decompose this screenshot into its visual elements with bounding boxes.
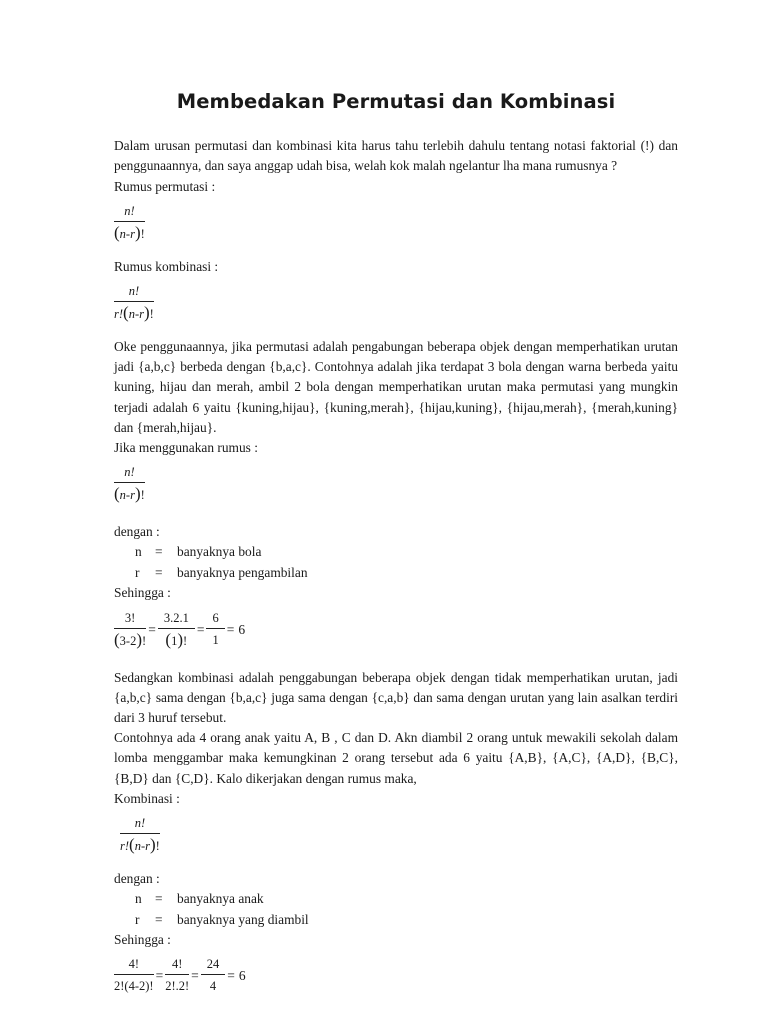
numerator: n! <box>124 203 135 218</box>
combination-formula <box>114 283 678 323</box>
definition-row: r = banyaknya pengambilan <box>135 564 308 580</box>
fraction <box>114 283 154 323</box>
jika-label: Jika menggunakan rumus : <box>114 440 258 456</box>
combination-formula-label: Rumus kombinasi : <box>114 258 219 274</box>
fraction: $\frac{4!}{2!(4-2)!}$ <box>114 957 154 994</box>
permutation-explanation-paragraph: Oke penggunaannya, jika permutasi adalah pengabungan beberapa objek dengan memperhatikan urutan jadi {a,b,c} berbeda dengan {b,a,c}. Contohnya adalah jika terdapat 3 bola dengan warna berbeda yaitu kuning, hijau dan merah, ambil 2 bola dengan memperhatikan urutan maka permutasi yang mungkin terjadi adalah 6 yaitu {kuning,hijau}, {kuning,merah}, {hijau,kuning}, {hijau,merah}, {merah,kuning} dan {merah,hijau}. <box>114 339 678 435</box>
fraction: $\frac{3!}{(3-2)!}$ <box>114 610 147 649</box>
variable-definitions <box>135 542 678 583</box>
page-title: Membedakan Permutasi dan Kombinasi <box>176 90 616 113</box>
permutation-formula-repeat <box>114 464 678 504</box>
dengan-label: dengan : <box>114 871 160 887</box>
document-page <box>114 92 678 999</box>
dengan-label: dengan : <box>114 524 160 540</box>
permutation-calculation: $\frac{3!}{(3-2)!}$ = $\frac{3.2.1}{(1)!}$ = $\frac{6}{1}$ = 6 <box>114 610 246 649</box>
definition-row: n = banyaknya bola <box>135 544 262 560</box>
combination-calculation: $\frac{4!}{2!(4-2)!}$ = $\frac{4!}{2!.2!}$ = $\frac{24}{4}$ = 6 <box>114 957 246 994</box>
combination-explanation-paragraph: Sedangkan kombinasi adalah penggabungan beberapa objek dengan tidak memperhatikan urutan, jadi {a,b,c} sama dengan {b,a,c} juga sama dengan {c,a,b} dan sama dengan urutan yang lain asalkan terdiri dari 3 huruf tersebut. <box>114 669 678 726</box>
result: 6 <box>238 621 246 637</box>
fraction: $\frac{24}{4}$ <box>201 956 226 995</box>
sehingga-label: Sehingga : <box>114 585 171 601</box>
combination-formula-repeat <box>120 815 678 855</box>
definition-row: n = banyaknya anak <box>135 891 264 907</box>
denominator: r!(n-r)! <box>120 835 160 855</box>
fraction: $\frac{6}{1}$ <box>206 610 224 649</box>
denominator: (n-r)! <box>114 484 145 504</box>
permutation-formula-label: Rumus permutasi : <box>114 178 216 194</box>
denominator: (n-r)! <box>114 222 145 242</box>
numerator: n! <box>124 465 135 480</box>
fraction <box>114 464 145 504</box>
fraction <box>114 203 145 243</box>
numerator: n! <box>128 284 140 299</box>
denominator: r!(n-r)! <box>114 303 154 323</box>
fraction: $\frac{4!}{2!.2!}$ <box>165 957 190 994</box>
kombinasi-label: Kombinasi : <box>114 790 180 806</box>
combination-example-paragraph: Contohnya ada 4 orang anak yaitu A, B , C dan D. Akn diambil 2 orang untuk mewakili sekolah dalam lomba menggambar maka kemungkinan 2 orang tersebut ada 6 yaitu {A,B}, {A,C}, {A,D}, {B,C}, {B,D} dan {C,D}. Kalo dikerjakan dengan rumus maka, <box>114 730 678 786</box>
intro-paragraph: Dalam urusan permutasi dan kombinasi kita harus tahu terlebih dahulu tentang notasi faktorial (!) dan penggunaannya, dan saya anggap udah bisa, welah kok malah ngelantur lha mana rumusnya ? <box>114 138 678 174</box>
numerator: n! <box>134 816 146 831</box>
definition-row: r = banyaknya yang diambil <box>135 911 309 927</box>
fraction: $\frac{3.2.1}{(1)!}$ <box>158 610 195 650</box>
result: 6 <box>238 967 246 983</box>
permutation-formula <box>114 203 678 243</box>
variable-definitions <box>135 889 678 930</box>
fraction <box>120 815 160 855</box>
sehingga-label: Sehingga : <box>114 932 171 948</box>
